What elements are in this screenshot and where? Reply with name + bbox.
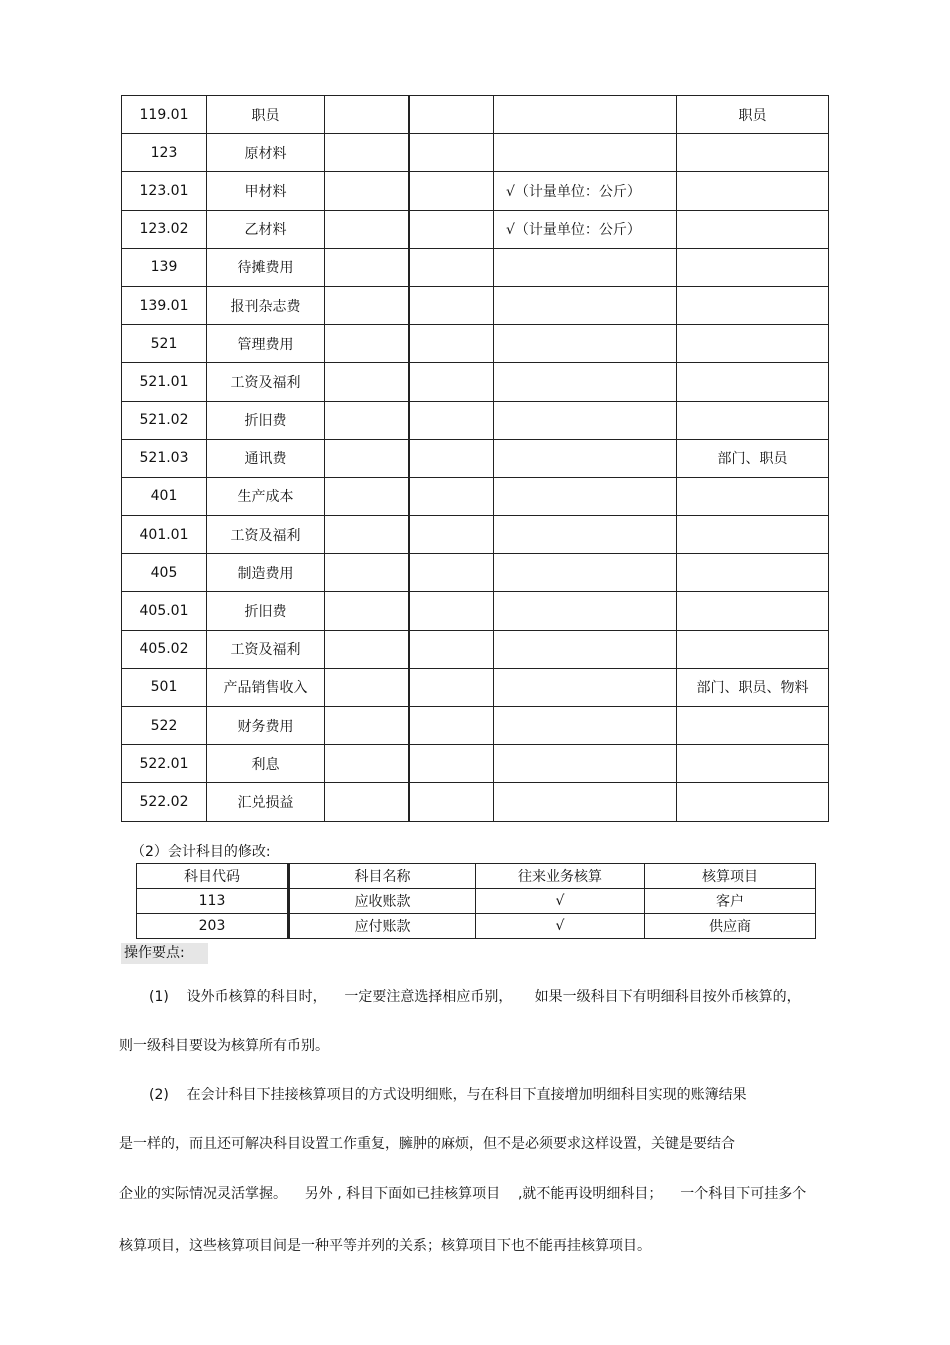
table-row [122, 286, 829, 324]
blank-cell [409, 630, 494, 668]
account-table-body [122, 96, 829, 822]
table-cell: 203 [137, 914, 289, 939]
blank-cell [325, 668, 409, 706]
table-row [122, 477, 829, 515]
auxiliary-items-cell: 部门、职员 [677, 439, 829, 477]
paragraph-2-line-4: 核算项目，这些核算项目间是一种平等并列的关系；核算项目下也不能再挂核算项目。 [119, 1238, 651, 1254]
account-name-cell: 产品销售收入 [207, 668, 325, 706]
auxiliary-items-cell [677, 401, 829, 439]
account-code-cell: 401 [122, 477, 207, 515]
quantity-accounting-cell: √（计量单位：公斤） [494, 210, 677, 248]
operation-points-label: 操作要点: [121, 943, 208, 964]
blank-cell [409, 745, 494, 783]
blank-cell [325, 707, 409, 745]
account-code-cell: 522.01 [122, 745, 207, 783]
table-cell: √ [476, 889, 645, 914]
blank-cell [409, 516, 494, 554]
account-code-cell: 123.01 [122, 172, 207, 210]
auxiliary-items-cell [677, 707, 829, 745]
quantity-accounting-cell [494, 477, 677, 515]
account-code-cell: 405 [122, 554, 207, 592]
account-code-cell: 522.02 [122, 783, 207, 821]
table-row [122, 172, 829, 210]
table-cell: 应收账款 [289, 889, 476, 914]
paragraph-2-line-1: (2) 在会计科目下挂接核算项目的方式设明细账，与在科目下直接增加明细科目实现的账簿结果 [149, 1087, 747, 1103]
table-row [122, 745, 829, 783]
account-name-cell: 工资及福利 [207, 516, 325, 554]
table-cell: 113 [137, 889, 289, 914]
account-name-cell: 原材料 [207, 134, 325, 172]
table-row [137, 914, 816, 939]
account-name-cell: 甲材料 [207, 172, 325, 210]
header-cell: 往来业务核算 [476, 864, 645, 889]
blank-cell [325, 363, 409, 401]
blank-cell [325, 172, 409, 210]
blank-cell [325, 592, 409, 630]
quantity-accounting-cell [494, 630, 677, 668]
blank-cell [325, 439, 409, 477]
table-row [122, 516, 829, 554]
account-code-cell: 139.01 [122, 286, 207, 324]
quantity-accounting-cell [494, 554, 677, 592]
blank-cell [409, 286, 494, 324]
auxiliary-items-cell: 部门、职员、物料 [677, 668, 829, 706]
table-row [122, 248, 829, 286]
auxiliary-items-cell [677, 477, 829, 515]
quantity-accounting-cell [494, 325, 677, 363]
account-code-cell: 522 [122, 707, 207, 745]
account-name-cell: 工资及福利 [207, 630, 325, 668]
account-code-cell: 521.01 [122, 363, 207, 401]
table-row [122, 439, 829, 477]
header-cell: 核算项目 [645, 864, 816, 889]
blank-cell [325, 325, 409, 363]
header-cell: 科目代码 [137, 864, 289, 889]
account-code-cell: 401.01 [122, 516, 207, 554]
quantity-accounting-cell [494, 516, 677, 554]
quantity-accounting-cell [494, 363, 677, 401]
blank-cell [325, 96, 409, 134]
account-code-cell: 139 [122, 248, 207, 286]
account-name-cell: 待摊费用 [207, 248, 325, 286]
blank-cell [409, 668, 494, 706]
account-code-cell: 405.02 [122, 630, 207, 668]
modification-header-row [137, 864, 816, 889]
account-name-cell: 利息 [207, 745, 325, 783]
auxiliary-items-cell [677, 172, 829, 210]
table-cell: √ [476, 914, 645, 939]
blank-cell [409, 707, 494, 745]
paragraph-2-line-2: 是一样的，而且还可解决科目设置工作重复，臃肿的麻烦，但不是必须要求这样设置，关键是要结合 [119, 1136, 735, 1152]
blank-cell [409, 134, 494, 172]
blank-cell [325, 554, 409, 592]
account-name-cell: 制造费用 [207, 554, 325, 592]
account-code-cell: 501 [122, 668, 207, 706]
auxiliary-items-cell [677, 783, 829, 821]
table-cell: 客户 [645, 889, 816, 914]
blank-cell [409, 172, 494, 210]
quantity-accounting-cell [494, 592, 677, 630]
blank-cell [409, 401, 494, 439]
table-row [122, 96, 829, 134]
blank-cell [325, 783, 409, 821]
table-row [122, 325, 829, 363]
account-code-cell: 521 [122, 325, 207, 363]
account-name-cell: 报刊杂志费 [207, 286, 325, 324]
account-name-cell: 工资及福利 [207, 363, 325, 401]
quantity-accounting-cell [494, 401, 677, 439]
table-row [122, 707, 829, 745]
account-code-cell: 123 [122, 134, 207, 172]
table-row [137, 889, 816, 914]
blank-cell [325, 516, 409, 554]
account-name-cell: 财务费用 [207, 707, 325, 745]
account-code-cell: 405.01 [122, 592, 207, 630]
account-name-cell: 汇兑损益 [207, 783, 325, 821]
account-name-cell: 生产成本 [207, 477, 325, 515]
blank-cell [409, 477, 494, 515]
quantity-accounting-cell [494, 286, 677, 324]
account-code-cell: 521.02 [122, 401, 207, 439]
auxiliary-items-cell [677, 363, 829, 401]
account-table [121, 95, 829, 822]
account-name-cell: 乙材料 [207, 210, 325, 248]
blank-cell [325, 745, 409, 783]
auxiliary-items-cell [677, 286, 829, 324]
quantity-accounting-cell [494, 439, 677, 477]
table-row [122, 783, 829, 821]
table-row [122, 592, 829, 630]
blank-cell [409, 363, 494, 401]
account-code-cell: 521.03 [122, 439, 207, 477]
blank-cell [325, 134, 409, 172]
header-cell: 科目名称 [289, 864, 476, 889]
table-row [122, 668, 829, 706]
table-row [122, 363, 829, 401]
account-name-cell: 管理费用 [207, 325, 325, 363]
table-row [122, 134, 829, 172]
auxiliary-items-cell [677, 592, 829, 630]
account-code-cell: 119.01 [122, 96, 207, 134]
paragraph-1-line-1: (1) 设外币核算的科目时， 一定要注意选择相应币别， 如果一级科目下有明细科目按外币核算的， [149, 989, 801, 1005]
blank-cell [325, 630, 409, 668]
blank-cell [325, 210, 409, 248]
paragraph-1-line-2: 则一级科目要设为核算所有币别。 [119, 1038, 329, 1054]
auxiliary-items-cell [677, 325, 829, 363]
account-code-cell: 123.02 [122, 210, 207, 248]
auxiliary-items-cell [677, 745, 829, 783]
table-cell: 供应商 [645, 914, 816, 939]
auxiliary-items-cell [677, 554, 829, 592]
blank-cell [325, 401, 409, 439]
auxiliary-items-cell [677, 248, 829, 286]
blank-cell [325, 477, 409, 515]
auxiliary-items-cell [677, 210, 829, 248]
table-row [122, 554, 829, 592]
table-row [122, 630, 829, 668]
blank-cell [409, 439, 494, 477]
blank-cell [409, 554, 494, 592]
account-name-cell: 折旧费 [207, 592, 325, 630]
table-row [122, 210, 829, 248]
table-row [122, 401, 829, 439]
account-name-cell: 职员 [207, 96, 325, 134]
blank-cell [409, 96, 494, 134]
blank-cell [325, 286, 409, 324]
auxiliary-items-cell [677, 516, 829, 554]
quantity-accounting-cell [494, 745, 677, 783]
table-cell: 应付账款 [289, 914, 476, 939]
auxiliary-items-cell [677, 630, 829, 668]
blank-cell [409, 325, 494, 363]
paragraph-2-line-3: 企业的实际情况灵活掌握。 另外 , 科目下面如已挂核算项目 ,就不能再设明细科目； 一个科目下可挂多个 [119, 1186, 807, 1202]
auxiliary-items-cell: 职员 [677, 96, 829, 134]
quantity-accounting-cell [494, 134, 677, 172]
auxiliary-items-cell [677, 134, 829, 172]
quantity-accounting-cell [494, 668, 677, 706]
quantity-accounting-cell [494, 783, 677, 821]
blank-cell [409, 592, 494, 630]
modification-caption: （2）会计科目的修改: [131, 844, 271, 860]
account-name-cell: 折旧费 [207, 401, 325, 439]
blank-cell [409, 783, 494, 821]
account-name-cell: 通讯费 [207, 439, 325, 477]
quantity-accounting-cell [494, 96, 677, 134]
blank-cell [409, 248, 494, 286]
quantity-accounting-cell [494, 248, 677, 286]
quantity-accounting-cell: √（计量单位：公斤） [494, 172, 677, 210]
modification-table [136, 863, 816, 939]
quantity-accounting-cell [494, 707, 677, 745]
blank-cell [409, 210, 494, 248]
blank-cell [325, 248, 409, 286]
